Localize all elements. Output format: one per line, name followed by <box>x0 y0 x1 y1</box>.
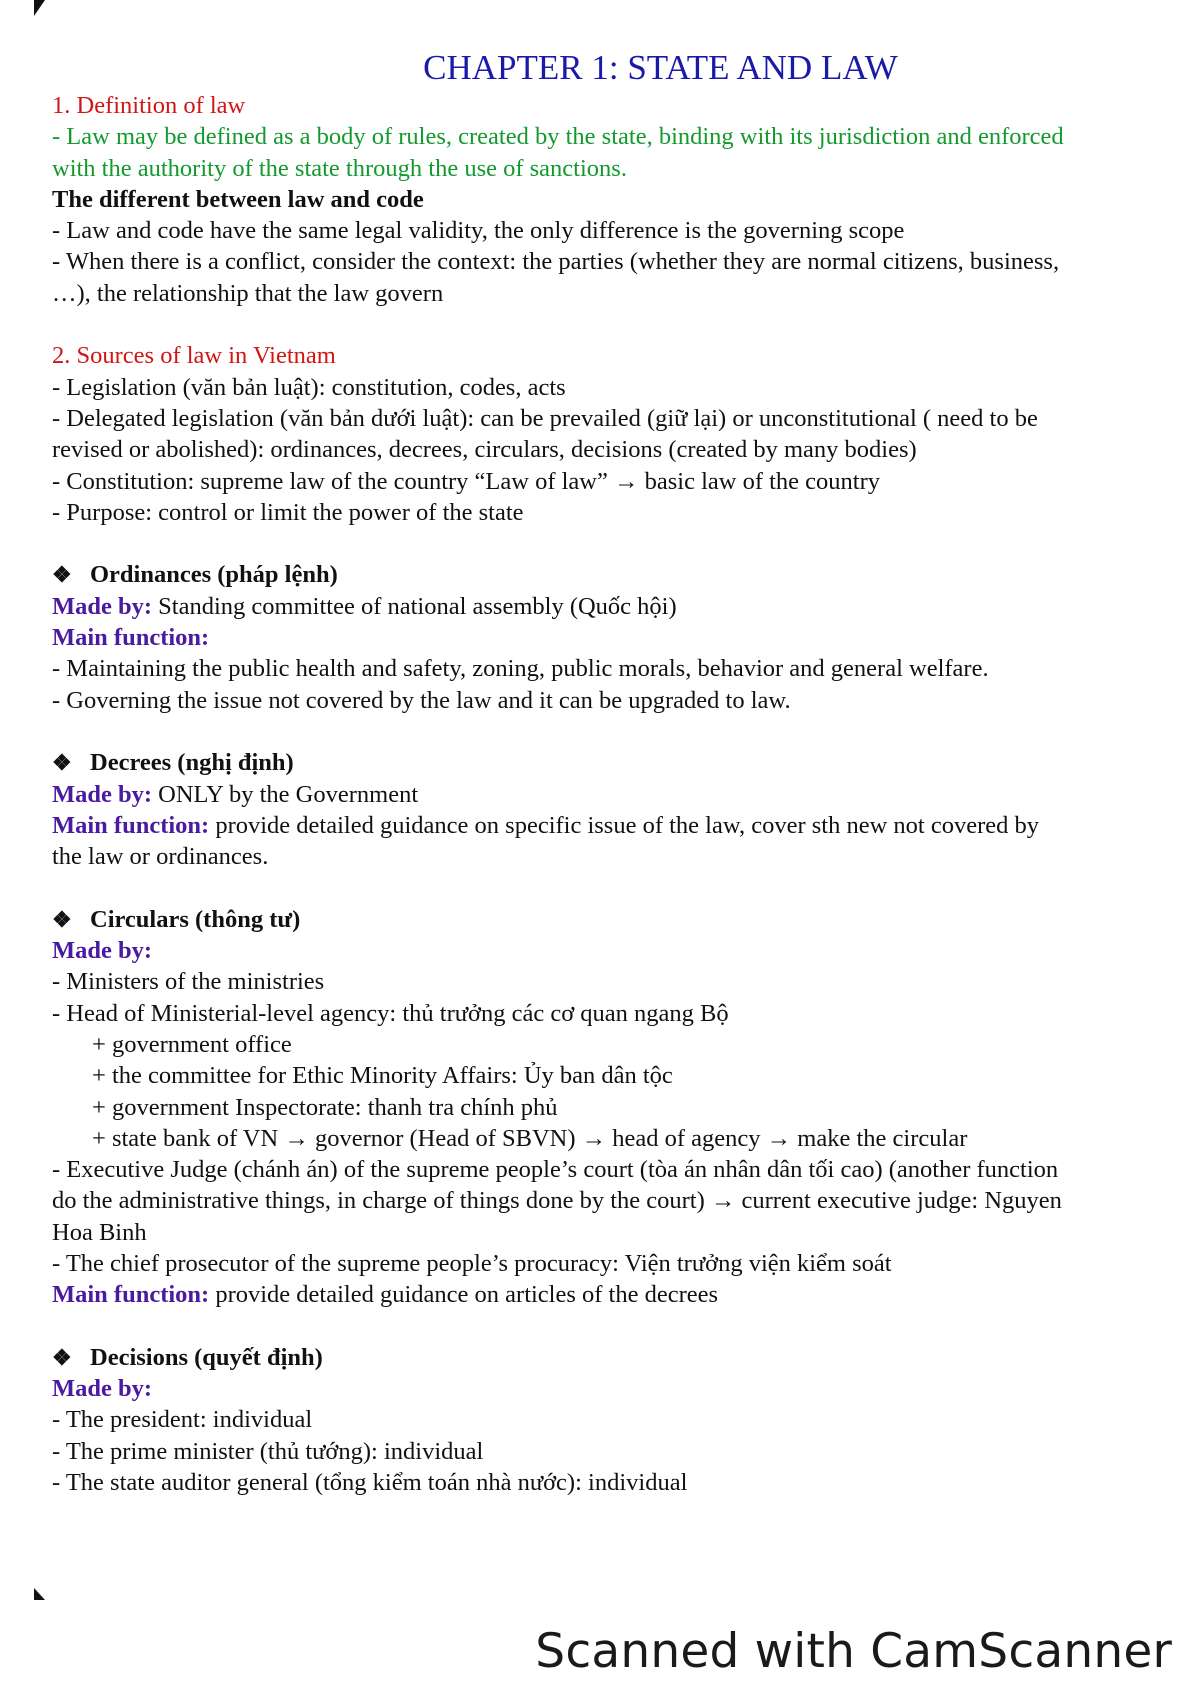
law-definition-line: with the authority of the state through the use of sanctions. <box>52 154 627 182</box>
paragraph-line: revised or abolished): ordinances, decrees, circulars, decisions (created by many bodies) <box>52 436 917 464</box>
made-by-line: Made by: Standing committee of national assembly (Quốc hội) <box>52 592 677 620</box>
document-page <box>52 46 1174 1498</box>
made-by-label: Made by: <box>52 592 153 620</box>
section-heading-definition: 1. Definition of law <box>52 92 246 119</box>
subheading-law-vs-code: The different between law and code <box>52 185 424 213</box>
sub-item-line: + state bank of VN → governor (Head of SBVN) → head of agency → make the circular <box>92 1124 968 1152</box>
paragraph-line: …), the relationship that the law govern <box>52 279 444 307</box>
main-function-label: Main function: <box>52 811 210 839</box>
main-function-line: Main function: provide detailed guidance on specific issue of the law, cover sth new not covered by <box>52 811 1039 839</box>
scan-corner-mark-top <box>34 0 45 16</box>
bullet-heading-circulars: ❖ Circulars (thông tư) <box>52 904 1174 935</box>
paragraph-line: - Legislation (văn bản luật): constitution, codes, acts <box>52 373 566 401</box>
paragraph-line: - Governing the issue not covered by the law and it can be upgraded to law. <box>52 686 791 714</box>
paragraph-line: do the administrative things, in charge of things done by the court) → current executive judge: Nguyen <box>52 1187 1062 1215</box>
diamond-bullet-icon: ❖ <box>52 750 72 776</box>
sub-item-line: + the committee for Ethic Minority Affairs: Ủy ban dân tộc <box>92 1062 673 1090</box>
main-function-label: Main function: <box>52 1281 210 1309</box>
paragraph-line: - The president: individual <box>52 1406 313 1434</box>
law-definition-line: - Law may be defined as a body of rules, created by the state, binding with its jurisdiction and enforced <box>52 123 1064 151</box>
bullet-heading-decisions: ❖ Decisions (quyết định) <box>52 1342 1174 1373</box>
main-function-line: Main function: provide detailed guidance on articles of the decrees <box>52 1281 719 1309</box>
diamond-bullet-icon: ❖ <box>52 1344 72 1370</box>
paragraph-line: - When there is a conflict, consider the context: the parties (whether they are normal citizens, business, <box>52 248 1060 276</box>
sub-item-line: + government office <box>92 1030 292 1058</box>
bullet-heading-decrees: ❖ Decrees (nghị định) <box>52 747 1174 778</box>
made-by-label: Made by: <box>52 937 153 965</box>
paragraph-line: - Law and code have the same legal validity, the only difference is the governing scope <box>52 217 905 245</box>
paragraph-line: - The prime minister (thủ tướng): individual <box>52 1437 484 1465</box>
paragraph-line: - The state auditor general (tổng kiểm toán nhà nước): individual <box>52 1469 688 1497</box>
main-function-line <box>52 622 1174 653</box>
diamond-bullet-icon: ❖ <box>52 562 72 588</box>
made-by-label: Made by: <box>52 780 153 808</box>
paragraph-line: - Head of Ministerial-level agency: thủ trưởng các cơ quan ngang Bộ <box>52 999 729 1027</box>
paragraph-line: - Maintaining the public health and safety, zoning, public morals, behavior and general welfare. <box>52 655 989 683</box>
paragraph-line: - The chief prosecutor of the supreme people’s procuracy: Viện trưởng viện kiểm soát <box>52 1249 892 1277</box>
paragraph-line: - Ministers of the ministries <box>52 968 325 996</box>
paragraph-line: - Executive Judge (chánh án) of the supreme people’s court (tòa án nhân dân tối cao) (another function <box>52 1156 1059 1184</box>
paragraph-line: - Purpose: control or limit the power of the state <box>52 498 524 526</box>
made-by-label: Made by: <box>52 1375 153 1403</box>
camscanner-watermark: Scanned with CamScanner <box>535 1624 1172 1679</box>
section-heading-sources: 2. Sources of law in Vietnam <box>52 342 336 370</box>
made-by-line: Made by: ONLY by the Government <box>52 780 419 808</box>
bullet-heading-ordinances: ❖ Ordinances (pháp lệnh) <box>52 559 1174 590</box>
paragraph-line: - Delegated legislation (văn bản dưới luật): can be prevailed (giữ lại) or unconstitutional ( need to be <box>52 404 1038 432</box>
made-by-line <box>52 1373 1174 1404</box>
chapter-title: CHAPTER 1: STATE AND LAW <box>423 48 898 87</box>
paragraph-line: Hoa Binh <box>52 1218 147 1246</box>
main-function-label: Main function: <box>52 624 210 652</box>
diamond-bullet-icon: ❖ <box>52 906 72 932</box>
sub-item-line: + government Inspectorate: thanh tra chính phủ <box>92 1093 558 1121</box>
paragraph-line: the law or ordinances. <box>52 843 269 871</box>
paragraph-line: - Constitution: supreme law of the country “Law of law” → basic law of the country <box>52 467 881 495</box>
scan-corner-mark-bottom <box>34 1588 45 1600</box>
made-by-line <box>52 935 1174 966</box>
